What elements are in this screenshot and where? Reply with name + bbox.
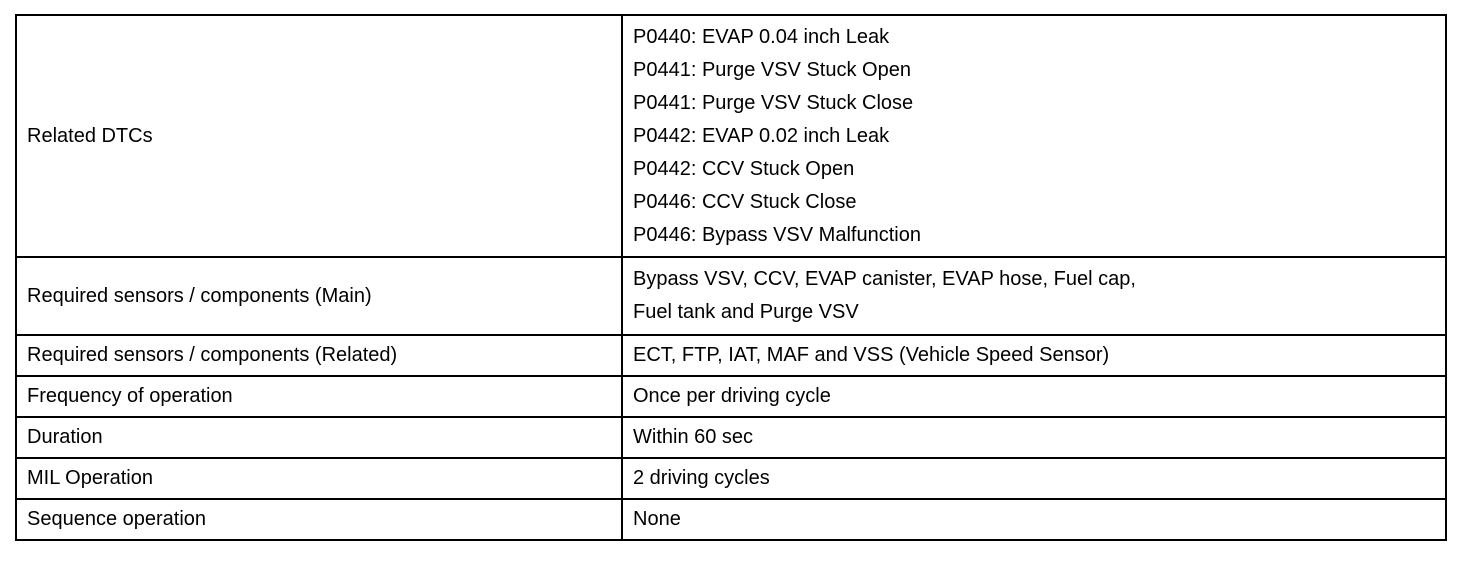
- dtc-item: P0441: Purge VSV Stuck Open: [633, 58, 911, 81]
- row-label: Sequence operation: [16, 499, 622, 540]
- table-row-sequence-operation: [16, 499, 1446, 540]
- dtc-item: P0442: CCV Stuck Open: [633, 157, 855, 180]
- row-label: Frequency of operation: [16, 376, 622, 417]
- dtc-list: [622, 15, 1446, 257]
- row-value: [622, 257, 1446, 335]
- value-line: Bypass VSV, CCV, EVAP canister, EVAP hose, Fuel cap,: [633, 268, 1136, 290]
- table-row-related-dtcs: [16, 15, 1446, 257]
- dtc-item: P0446: CCV Stuck Close: [633, 190, 857, 213]
- row-value: Within 60 sec: [622, 417, 1446, 458]
- specification-table: [15, 14, 1447, 541]
- dtc-item: P0442: EVAP 0.02 inch Leak: [633, 124, 890, 147]
- row-value: 2 driving cycles: [622, 458, 1446, 499]
- row-label: Duration: [16, 417, 622, 458]
- table-row-duration: [16, 417, 1446, 458]
- row-value: None: [622, 499, 1446, 540]
- row-label: Required sensors / components (Main): [16, 257, 622, 335]
- row-label: MIL Operation: [16, 458, 622, 499]
- row-label: Required sensors / components (Related): [16, 335, 622, 376]
- dtc-item: P0446: Bypass VSV Malfunction: [633, 223, 921, 246]
- table-row-frequency: [16, 376, 1446, 417]
- table-row-main-components: [16, 257, 1446, 335]
- row-value: ECT, FTP, IAT, MAF and VSS (Vehicle Speed Sensor): [622, 335, 1446, 376]
- row-value: Once per driving cycle: [622, 376, 1446, 417]
- dtc-item: P0440: EVAP 0.04 inch Leak: [633, 25, 890, 48]
- value-line: Fuel tank and Purge VSV: [633, 301, 859, 323]
- table-row-mil-operation: [16, 458, 1446, 499]
- row-label: Related DTCs: [16, 15, 622, 257]
- dtc-item: P0441: Purge VSV Stuck Close: [633, 91, 914, 114]
- table-row-related-components: [16, 335, 1446, 376]
